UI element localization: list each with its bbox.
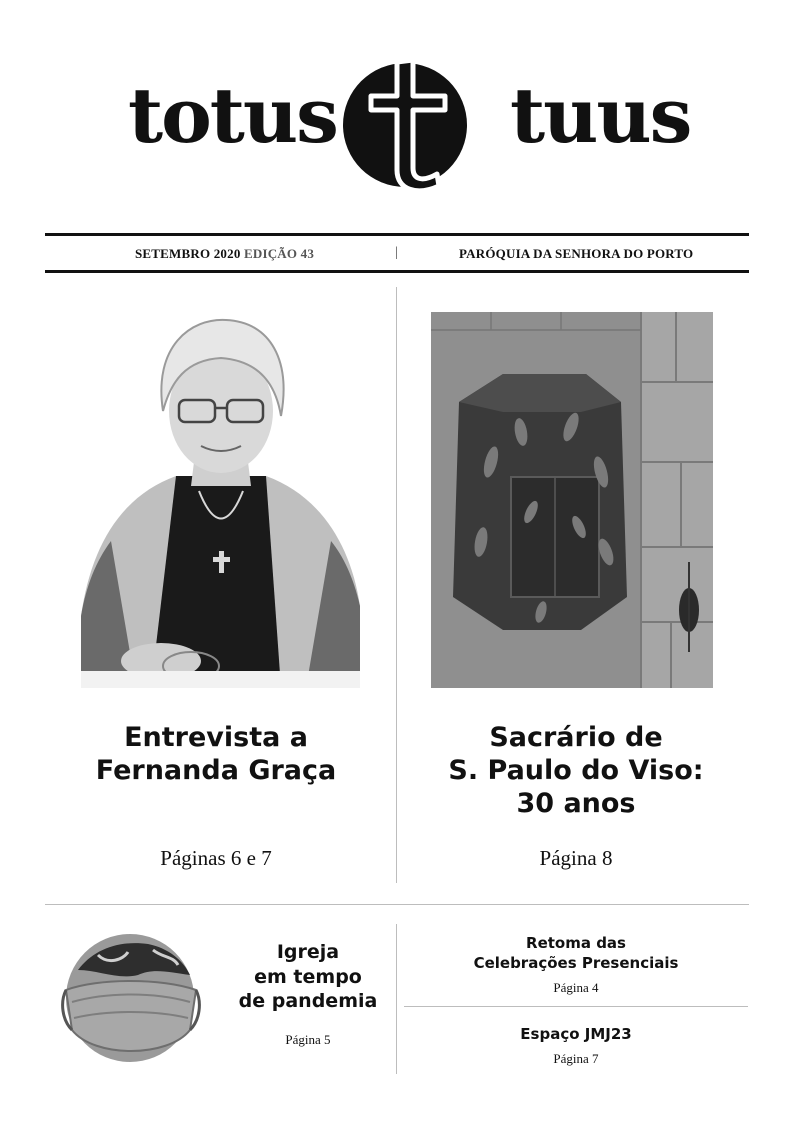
tabernacle-photo-frame xyxy=(431,312,713,688)
interview-title-line-2: Fernanda Graça xyxy=(95,754,337,786)
interview-title[interactable] xyxy=(60,722,372,788)
pandemic-title-line-2: em tempo xyxy=(254,965,362,988)
bottom-section-rule xyxy=(45,904,749,905)
elderly-woman-portrait-photo xyxy=(81,316,360,688)
band-separator: | xyxy=(395,245,398,260)
issue-date: SETEMBRO 2020 xyxy=(135,246,241,261)
parish-name: PARÓQUIA DA SENHORA DO PORTO xyxy=(459,246,694,261)
jmj-page-ref[interactable]: Página 7 xyxy=(553,1051,599,1066)
issue-edition: EDIÇÃO 43 xyxy=(244,246,315,261)
celebrations-title-line-1: Retoma das xyxy=(526,934,626,952)
pandemic-title[interactable] xyxy=(222,940,394,1014)
jmj-title[interactable] xyxy=(404,1025,748,1045)
t-cross-logo-icon xyxy=(341,56,469,194)
pandemic-title-line-1: Igreja xyxy=(276,941,340,963)
header-bottom-rule xyxy=(45,270,749,273)
tabernacle-title-line-1: Sacrário de xyxy=(489,722,663,753)
interview-title-line-1: Entrevista a xyxy=(124,722,308,753)
tabernacle-title-line-3: 30 anos xyxy=(516,787,636,819)
column-divider xyxy=(396,287,397,883)
jmj-title-line-1: Espaço JMJ23 xyxy=(520,1025,632,1043)
pandemic-page-ref[interactable]: Página 5 xyxy=(285,1032,331,1047)
celebrations-title-line-2: Celebrações Presenciais xyxy=(473,953,679,972)
tabernacle-title-line-2: S. Paulo do Viso: xyxy=(448,754,704,786)
tabernacle-title[interactable] xyxy=(420,722,732,821)
bottom-right-divider xyxy=(404,1006,748,1007)
celebrations-page-ref[interactable]: Página 4 xyxy=(553,980,599,995)
masthead-right-word: tuus xyxy=(510,71,691,160)
interview-photo xyxy=(81,316,360,688)
tabernacle-photo xyxy=(431,312,713,688)
pandemic-title-line-3: de pandemia xyxy=(238,990,378,1013)
header-top-rule xyxy=(45,233,749,236)
interview-page-ref[interactable]: Páginas 6 e 7 xyxy=(160,846,272,870)
issue-info xyxy=(135,246,314,262)
masked-globe-icon xyxy=(58,930,204,1066)
celebrations-title[interactable] xyxy=(404,934,748,973)
tabernacle-page-ref[interactable]: Página 8 xyxy=(539,846,613,870)
masthead-left-word: totus xyxy=(128,71,337,160)
bottom-column-divider xyxy=(396,924,397,1074)
